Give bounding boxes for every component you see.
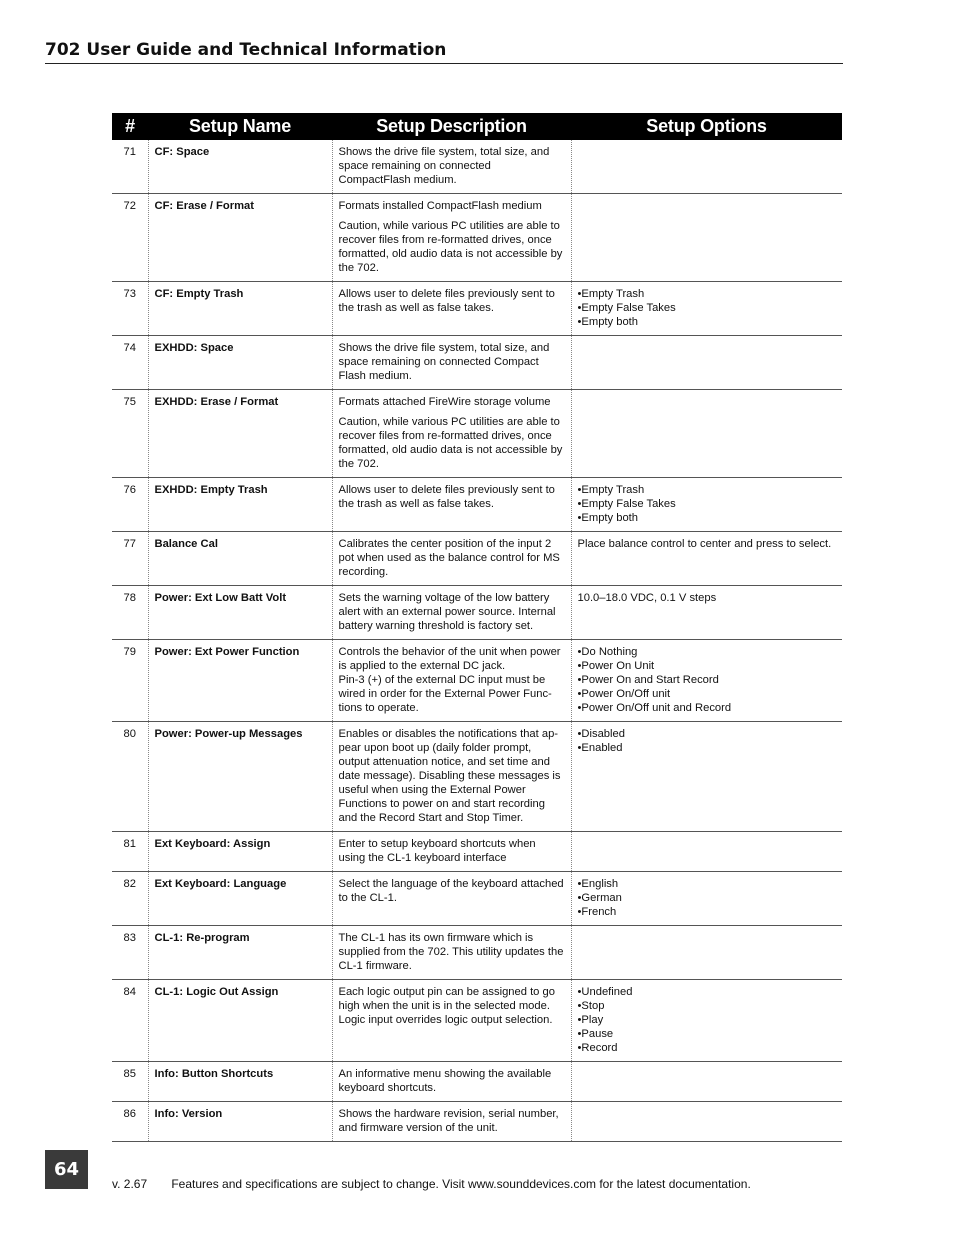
description-paragraph: Enables or disables the notifications that ap-pear upon boot up (daily folder prompt, output attenuation notice, and set time and date message). Disabling these messages is useful when using the External Power Functions to power on and start recording and the Record Start and Stop Timer. [338, 728, 561, 824]
table-row [112, 532, 842, 586]
setup-name: CF: Erase / Format [148, 194, 332, 282]
option-item: • French [578, 905, 837, 919]
setup-description [332, 336, 571, 390]
setup-name: Power: Ext Low Batt Volt [148, 586, 332, 640]
setup-table [112, 113, 842, 1142]
option-item: • Play [578, 1013, 837, 1027]
option-item: • Empty both [578, 315, 837, 329]
setup-description [332, 140, 571, 194]
column-header-number: # [112, 113, 148, 140]
option-item: • Power On/Off unit [578, 687, 837, 701]
setup-number: 82 [112, 872, 148, 926]
description-paragraph: An informative menu showing the available keyboard shortcuts. [338, 1068, 552, 1094]
setup-description [332, 478, 571, 532]
setup-name: EXHDD: Empty Trash [148, 478, 332, 532]
description-paragraph: Shows the hardware revision, serial number, and firmware version of the unit. [338, 1108, 559, 1134]
setup-name: CL-1: Re-program [148, 926, 332, 980]
description-paragraph: Shows the drive file system, total size, and space remaining on connected CompactFlash medium. [338, 146, 550, 186]
table-row [112, 872, 842, 926]
description-paragraph: Allows user to delete files previously sent to the trash as well as false takes. [338, 288, 555, 314]
setup-number: 80 [112, 722, 148, 832]
setup-options [571, 194, 842, 282]
description-paragraph: Caution, while various PC utilities are able to recover files from re-formatted drives, once formatted, old audio data is not accessible by the 702. [338, 220, 563, 274]
page-header-title: 702 User Guide and Technical Information [45, 40, 843, 64]
setup-name: Info: Button Shortcuts [148, 1062, 332, 1102]
option-item: • Record [578, 1041, 837, 1055]
table-row [112, 980, 842, 1062]
setup-name: CL-1: Logic Out Assign [148, 980, 332, 1062]
option-item: • German [578, 891, 837, 905]
option-text: 10.0–18.0 VDC, 0.1 V steps [577, 592, 717, 604]
description-paragraph: Each logic output pin can be assigned to go high when the unit is in the selected mode. Logic input overrides logic output selection. [338, 986, 555, 1026]
setup-options [571, 926, 842, 980]
setup-options [571, 832, 842, 872]
option-item: • Empty False Takes [578, 301, 837, 315]
footer-version: v. 2.67 [112, 1177, 148, 1191]
description-paragraph: Enter to setup keyboard shortcuts when using the CL-1 keyboard interface [338, 838, 536, 864]
setup-number: 83 [112, 926, 148, 980]
option-item: • Power On and Start Record [578, 673, 837, 687]
setup-number: 77 [112, 532, 148, 586]
setup-number: 79 [112, 640, 148, 722]
setup-description [332, 832, 571, 872]
table-row [112, 140, 842, 194]
option-item: • Power On/Off unit and Record [578, 701, 837, 715]
setup-description [332, 926, 571, 980]
setup-description [332, 282, 571, 336]
table-row [112, 926, 842, 980]
description-paragraph: Controls the behavior of the unit when power is applied to the external DC jack. Pin-3 (+) of the external DC input must be wired in order for the External Power Func-tions to operate. [338, 646, 561, 714]
setup-description [332, 980, 571, 1062]
option-item: • Enabled [578, 741, 837, 755]
setup-name: Ext Keyboard: Language [148, 872, 332, 926]
setup-options [571, 336, 842, 390]
setup-name: CF: Space [148, 140, 332, 194]
setup-description [332, 722, 571, 832]
setup-number: 75 [112, 390, 148, 478]
setup-options [571, 532, 842, 586]
option-item: • Do Nothing [578, 645, 837, 659]
setup-options [571, 140, 842, 194]
setup-description [332, 872, 571, 926]
table-row [112, 390, 842, 478]
table-row [112, 640, 842, 722]
setup-number: 72 [112, 194, 148, 282]
option-item: • Empty both [578, 511, 837, 525]
table-row [112, 194, 842, 282]
table-row [112, 586, 842, 640]
setup-description [332, 532, 571, 586]
option-item: • Empty Trash [578, 483, 837, 497]
column-header-setup-name: Setup Name [148, 113, 332, 140]
setup-options [571, 980, 842, 1062]
setup-description [332, 390, 571, 478]
setup-options [571, 640, 842, 722]
setup-options [571, 586, 842, 640]
setup-description [332, 1102, 571, 1142]
table-row [112, 336, 842, 390]
table-row [112, 832, 842, 872]
setup-number: 73 [112, 282, 148, 336]
table-row [112, 478, 842, 532]
description-paragraph: Formats attached FireWire storage volume [338, 396, 551, 408]
table-row [112, 1102, 842, 1142]
setup-name: Power: Power-up Messages [148, 722, 332, 832]
setup-name: Power: Ext Power Function [148, 640, 332, 722]
setup-number: 74 [112, 336, 148, 390]
option-item: • Stop [578, 999, 837, 1013]
description-paragraph: Allows user to delete files previously sent to the trash as well as false takes. [338, 484, 555, 510]
option-item: • Empty False Takes [578, 497, 837, 511]
option-item: • Disabled [578, 727, 837, 741]
setup-options [571, 872, 842, 926]
setup-name: EXHDD: Space [148, 336, 332, 390]
setup-name: Ext Keyboard: Assign [148, 832, 332, 872]
setup-name: Info: Version [148, 1102, 332, 1142]
table-header-row [112, 113, 842, 140]
description-paragraph: Formats installed CompactFlash medium [338, 200, 542, 212]
setup-options [571, 282, 842, 336]
setup-options [571, 1102, 842, 1142]
table-row [112, 1062, 842, 1102]
option-item: • Empty Trash [578, 287, 837, 301]
option-item: • Pause [578, 1027, 837, 1041]
setup-options [571, 722, 842, 832]
page-number: 64 [45, 1150, 88, 1189]
footer-notice: Features and specifications are subject to change. Visit www.sounddevices.com for the latest documentation. [171, 1177, 751, 1191]
setup-description [332, 194, 571, 282]
setup-number: 84 [112, 980, 148, 1062]
setup-number: 86 [112, 1102, 148, 1142]
description-paragraph: Sets the warning voltage of the low battery alert with an external power source. Internal battery warning threshold is factory set. [338, 592, 556, 632]
table-row [112, 722, 842, 832]
setup-number: 81 [112, 832, 148, 872]
description-paragraph: Caution, while various PC utilities are able to recover files from re-formatted drives, once formatted, old audio data is not accessible by the 702. [338, 416, 563, 470]
description-paragraph: Calibrates the center position of the input 2 pot when used as the balance control for MS recording. [338, 538, 560, 578]
column-header-setup-options: Setup Options [571, 113, 842, 140]
setup-number: 78 [112, 586, 148, 640]
setup-number: 85 [112, 1062, 148, 1102]
setup-number: 76 [112, 478, 148, 532]
setup-description [332, 1062, 571, 1102]
footer [112, 1177, 751, 1191]
setup-name: Balance Cal [148, 532, 332, 586]
description-paragraph: Select the language of the keyboard attached to the CL-1. [338, 878, 564, 904]
setup-options [571, 478, 842, 532]
setup-description [332, 640, 571, 722]
option-text: Place balance control to center and press to select. [577, 538, 832, 550]
option-item: • English [578, 877, 837, 891]
description-paragraph: The CL-1 has its own firmware which is supplied from the 702. This utility updates the CL-1 firmware. [338, 932, 564, 972]
setup-options [571, 390, 842, 478]
table-row [112, 282, 842, 336]
setup-name: EXHDD: Erase / Format [148, 390, 332, 478]
setup-description [332, 586, 571, 640]
description-paragraph: Shows the drive file system, total size, and space remaining on connected Compact Flash medium. [338, 342, 550, 382]
column-header-setup-description: Setup Description [332, 113, 571, 140]
setup-options [571, 1062, 842, 1102]
setup-name: CF: Empty Trash [148, 282, 332, 336]
option-item: • Power On Unit [578, 659, 837, 673]
option-item: • Undefined [578, 985, 837, 999]
setup-number: 71 [112, 140, 148, 194]
